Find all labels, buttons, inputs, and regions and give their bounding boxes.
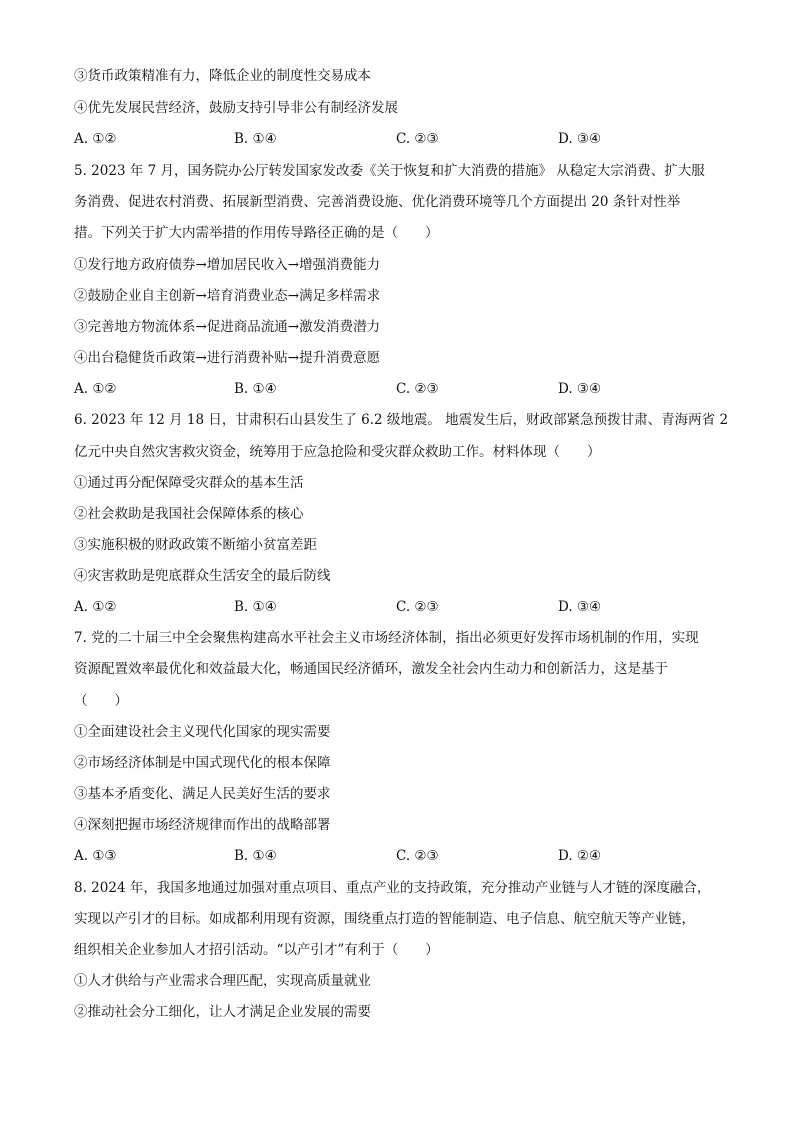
question-5-stem-line-2: 务消费、促进农村消费、拓展新型消费、完善消费设施、优化消费环境等几个方面提出 20 条针对性举 [74,194,681,210]
question-8-item-2: ②推动社会分工细化，让人才满足企业发展的需要 [74,1004,371,1020]
choice-d[interactable]: D. ③④ [558,381,602,397]
question-5-choices [74,379,724,399]
question-7-item-2: ②市场经济体制是中国式现代化的根本保障 [74,755,331,771]
question-5-item-1: ①发行地方政府债券→增加居民收入→增强消费能力 [74,257,381,273]
choice-a[interactable]: A. ①② [74,599,117,615]
question-6-item-1: ①通过再分配保障受灾群众的基本生活 [74,475,304,491]
question-7-item-1: ①全面建设社会主义现代化国家的现实需要 [74,724,331,740]
choice-b[interactable]: B. ①④ [234,599,277,615]
choice-c[interactable]: C. ②③ [396,599,439,615]
choice-a[interactable]: A. ①③ [74,848,117,864]
choice-d[interactable]: D. ②④ [558,848,602,864]
question-7-choices [74,846,724,866]
question-5-item-3: ③完善地方物流体系→促进商品流通→激发消费潜力 [74,319,381,335]
question-6-item-3: ③实施积极的财政政策不断缩小贫富差距 [74,537,317,553]
choice-b[interactable]: B. ①④ [234,848,277,864]
question-6-stem-line-2: 亿元中央自然灾害救灾资金，统筹用于应急抢险和受灾群众救助工作。材料体现（ ） [74,444,601,460]
question-8-item-1: ①人才供给与产业需求合理匹配，实现高质量就业 [74,973,371,989]
option-item-3: ③货币政策精准有力，降低企业的制度性交易成本 [74,68,371,84]
question-6-choices [74,597,724,617]
question-6-item-4: ④灾害救助是兜底群众生活安全的最后防线 [74,568,331,584]
option-item-4: ④优先发展民营经济，鼓励支持引导非公有制经济发展 [74,100,398,116]
question-7-stem-line-1: 7. 党的二十届三中全会聚焦构建高水平社会主义市场经济体制，指出必须更好发挥市场机制的作用，实现 [74,630,699,646]
choice-c[interactable]: C. ②③ [396,381,439,397]
choice-c[interactable]: C. ②③ [396,131,439,147]
choice-d[interactable]: D. ③④ [558,599,602,615]
question-5-item-4: ④出台稳健货币政策→进行消费补贴→提升消费意愿 [74,350,381,366]
question-6-stem-line-1: 6. 2023 年 12 月 18 日，甘肃积石山县发生了 6.2 级地震。 地震发生后，财政部紧急预拨甘肃、青海两省 2 [74,412,729,428]
question-7-stem-line-3: （ ） [74,693,128,709]
question-7-stem-line-2: 资源配置效率最优化和效益最大化，畅通国民经济循环，激发全社会内生动力和创新活力，这是基于 [74,661,668,677]
question-8-stem-line-1: 8. 2024 年，我国多地通过加强对重点项目、重点产业的支持政策，充分推动产业链与人才链的深度融合， [74,880,711,896]
question-8-stem-line-3: 组织相关企业参加人才招引活动。“以产引才”有利于（ ） [74,942,439,958]
choice-b[interactable]: B. ①④ [234,131,277,147]
question-6-item-2: ②社会救助是我国社会保障体系的核心 [74,506,304,522]
choice-d[interactable]: D. ③④ [558,131,602,147]
question-8-stem-line-2: 实现以产引才的目标。如成都利用现有资源，围绕重点打造的智能制造、电子信息、航空航天等产业链， [74,911,695,927]
question-5-item-2: ②鼓励企业自主创新→培育消费业态→满足多样需求 [74,288,381,304]
question-5-stem-line-3: 措。下列关于扩大内需举措的作用传导路径正确的是（ ） [74,225,439,241]
answer-choices [74,129,724,149]
question-7-item-3: ③基本矛盾变化、满足人民美好生活的要求 [74,786,331,802]
question-5-stem-line-1: 5. 2023 年 7 月，国务院办公厅转发国家发改委《关于恢复和扩大消费的措施》 从稳定大宗消费、扩大服 [74,163,705,179]
choice-b[interactable]: B. ①④ [234,381,277,397]
choice-a[interactable]: A. ①② [74,381,117,397]
choice-a[interactable]: A. ①② [74,131,117,147]
question-7-item-4: ④深刻把握市场经济规律而作出的战略部署 [74,817,331,833]
choice-c[interactable]: C. ②③ [396,848,439,864]
